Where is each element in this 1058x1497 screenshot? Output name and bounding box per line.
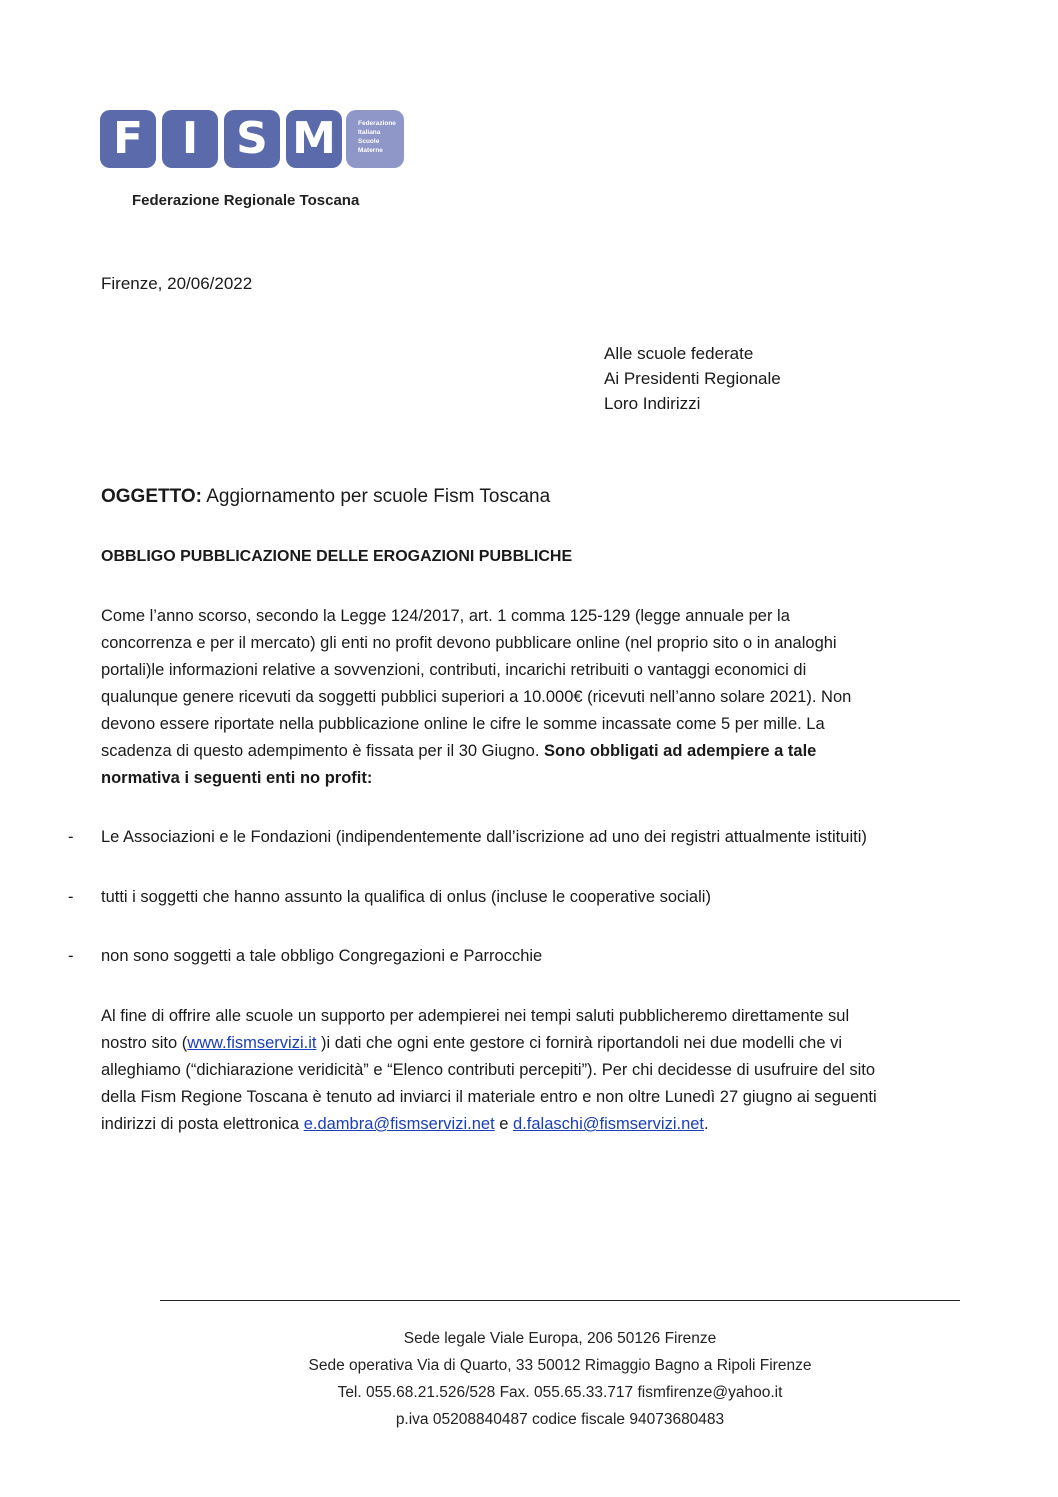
logo-tagline-line: Italiana [358,129,381,136]
logo-tagline-line: Materne [358,147,383,154]
paragraph-line: qualunque genere ricevuti da soggetti pubblici superiori a 10.000€ (ricevuti nell’anno solare 2021). Non [101,688,852,706]
subject-label: OGGETTO: [101,486,202,507]
section-heading: OBBLIGO PUBBLICAZIONE DELLE EROGAZIONI PUBBLICHE [101,548,573,565]
recipient-line: Alle scuole federate [604,344,754,363]
list-item-text: tutti i soggetti che hanno assunto la qualifica di onlus (incluse le cooperative sociali) [101,888,711,906]
list-item-text: Le Associazioni e le Fondazioni (indipendentemente dall’iscrizione ad uno dei registri attualmente istituiti) [101,828,867,846]
obligation-emphasis: Sono obbligati ad adempiere a tale [544,742,817,760]
footer-address-legal: Sede legale Viale Europa, 206 50126 Firenze [403,1330,717,1347]
website-link[interactable]: www.fismservizi.it [187,1034,317,1052]
paragraph-text: indirizzi di posta elettronica [101,1115,304,1133]
paragraph-line [101,738,1025,765]
paragraph-text: scadenza di questo adempimento è fissata per il 30 Giugno. [101,742,545,760]
logo-letter-m: M [286,110,342,168]
logo-tagline [346,110,404,168]
logo-tagline-line: Scuole [358,138,380,145]
paragraph-line [101,765,1025,792]
logo-letter-f: F [100,110,156,168]
bullet-dash: - [68,947,74,965]
list-item-text: non sono soggetti a tale obbligo Congregazioni e Parrocchie [101,947,543,965]
paragraph-line: concorrenza e per il mercato) gli enti no profit devono pubblicare online (nel proprio sito o in analoghi [101,634,837,652]
paragraph-line: portali)le informazioni relative a sovvenzioni, contributi, incarichi retribuiti o vantaggi economici di [101,661,807,679]
footer-divider [160,1300,960,1301]
letter-date: Firenze, 20/06/2022 [101,274,253,293]
paragraph-text: )i dati che ogni ente gestore ci fornirà riportandoli nei due modelli che vi [316,1034,843,1052]
footer-tax-ids: p.iva 05208840487 codice fiscale 94073680483 [395,1411,725,1428]
paragraph-text: . [704,1115,709,1133]
footer-address-operative: Sede operativa Via di Quarto, 33 50012 Rimaggio Bagno a Ripoli Firenze [308,1357,812,1374]
paragraph-line: Come l’anno scorso, secondo la Legge 124/2017, art. 1 comma 125-129 (legge annuale per la [101,607,790,625]
intro-paragraph [101,603,1025,792]
obligation-emphasis: normativa i seguenti enti no profit: [101,769,373,787]
footer-contacts: Tel. 055.68.21.526/528 Fax. 055.65.33.717 fismfirenze@yahoo.it [337,1384,783,1401]
paragraph-line: devono essere riportate nella pubblicazione online le cifre le somme incassate come 5 per mille. La [101,715,825,733]
bullet-dash: - [68,888,74,906]
fism-logo [100,110,406,170]
org-subtitle: Federazione Regionale Toscana [132,192,360,209]
email-link-dambra[interactable]: e.dambra@fismservizi.net [303,1115,495,1133]
bullet-dash: - [68,828,74,846]
paragraph-line [101,1111,1025,1138]
paragraph-line [101,1030,1025,1057]
logo-letter-s: S [224,110,280,168]
recipients-block [604,341,781,416]
email-link-falaschi[interactable]: d.falaschi@fismservizi.net [513,1115,705,1133]
paragraph-line: alleghiamo (“dichiarazione veridicità” e “Elenco contributi percepiti”). Per chi decidesse di usufruire del sito [101,1061,876,1079]
subject-text: Aggiornamento per scuole Fism Toscana [201,486,551,507]
paragraph-text: e [494,1115,514,1133]
recipient-line: Loro Indirizzi [604,394,701,413]
paragraph-line: della Fism Regione Toscana è tenuto ad inviarci il materiale entro e non oltre Lunedì 27 giugno ai seguenti [101,1088,877,1106]
paragraph-text: nostro sito ( [101,1034,188,1052]
logo-letter-i: I [162,110,218,168]
footer [160,1325,960,1433]
recipient-line: Ai Presidenti Regionale [604,369,781,388]
closing-paragraph [101,1003,1025,1138]
logo-tagline-line: Federazione [358,120,396,127]
subject-line [101,486,550,508]
paragraph-line: Al fine di offrire alle scuole un supporto per adempierei nei tempi saluti pubblicheremo direttamente sul [101,1007,850,1025]
